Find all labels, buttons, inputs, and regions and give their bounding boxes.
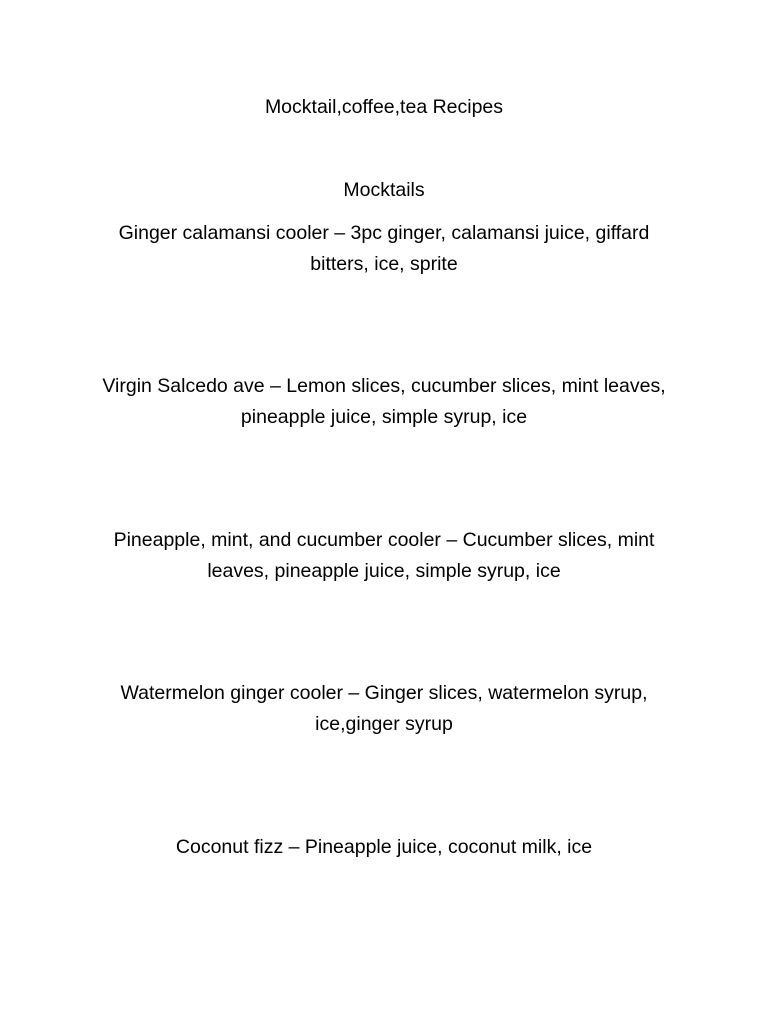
recipe-line: ice,ginger syrup [315,713,453,735]
section-heading: Mocktails [343,179,425,201]
recipe-line: Ginger calamansi cooler – 3pc ginger, calamansi juice, giffard [118,222,650,244]
recipe-line: Watermelon ginger cooler – Ginger slices, watermelon syrup, [120,682,648,704]
page-title: Mocktail,coffee,tea Recipes [264,96,504,118]
recipe-line: Virgin Salcedo ave – Lemon slices, cucumber slices, mint leaves, [102,375,666,397]
recipe-line: Coconut fizz – Pineapple juice, coconut milk, ice [175,836,593,858]
recipe-line: leaves, pineapple juice, simple syrup, ice [207,560,561,582]
recipe-line: Pineapple, mint, and cucumber cooler – Cucumber slices, mint [113,529,655,551]
recipe-line: pineapple juice, simple syrup, ice [240,406,528,428]
recipe-line: bitters, ice, sprite [310,253,458,275]
